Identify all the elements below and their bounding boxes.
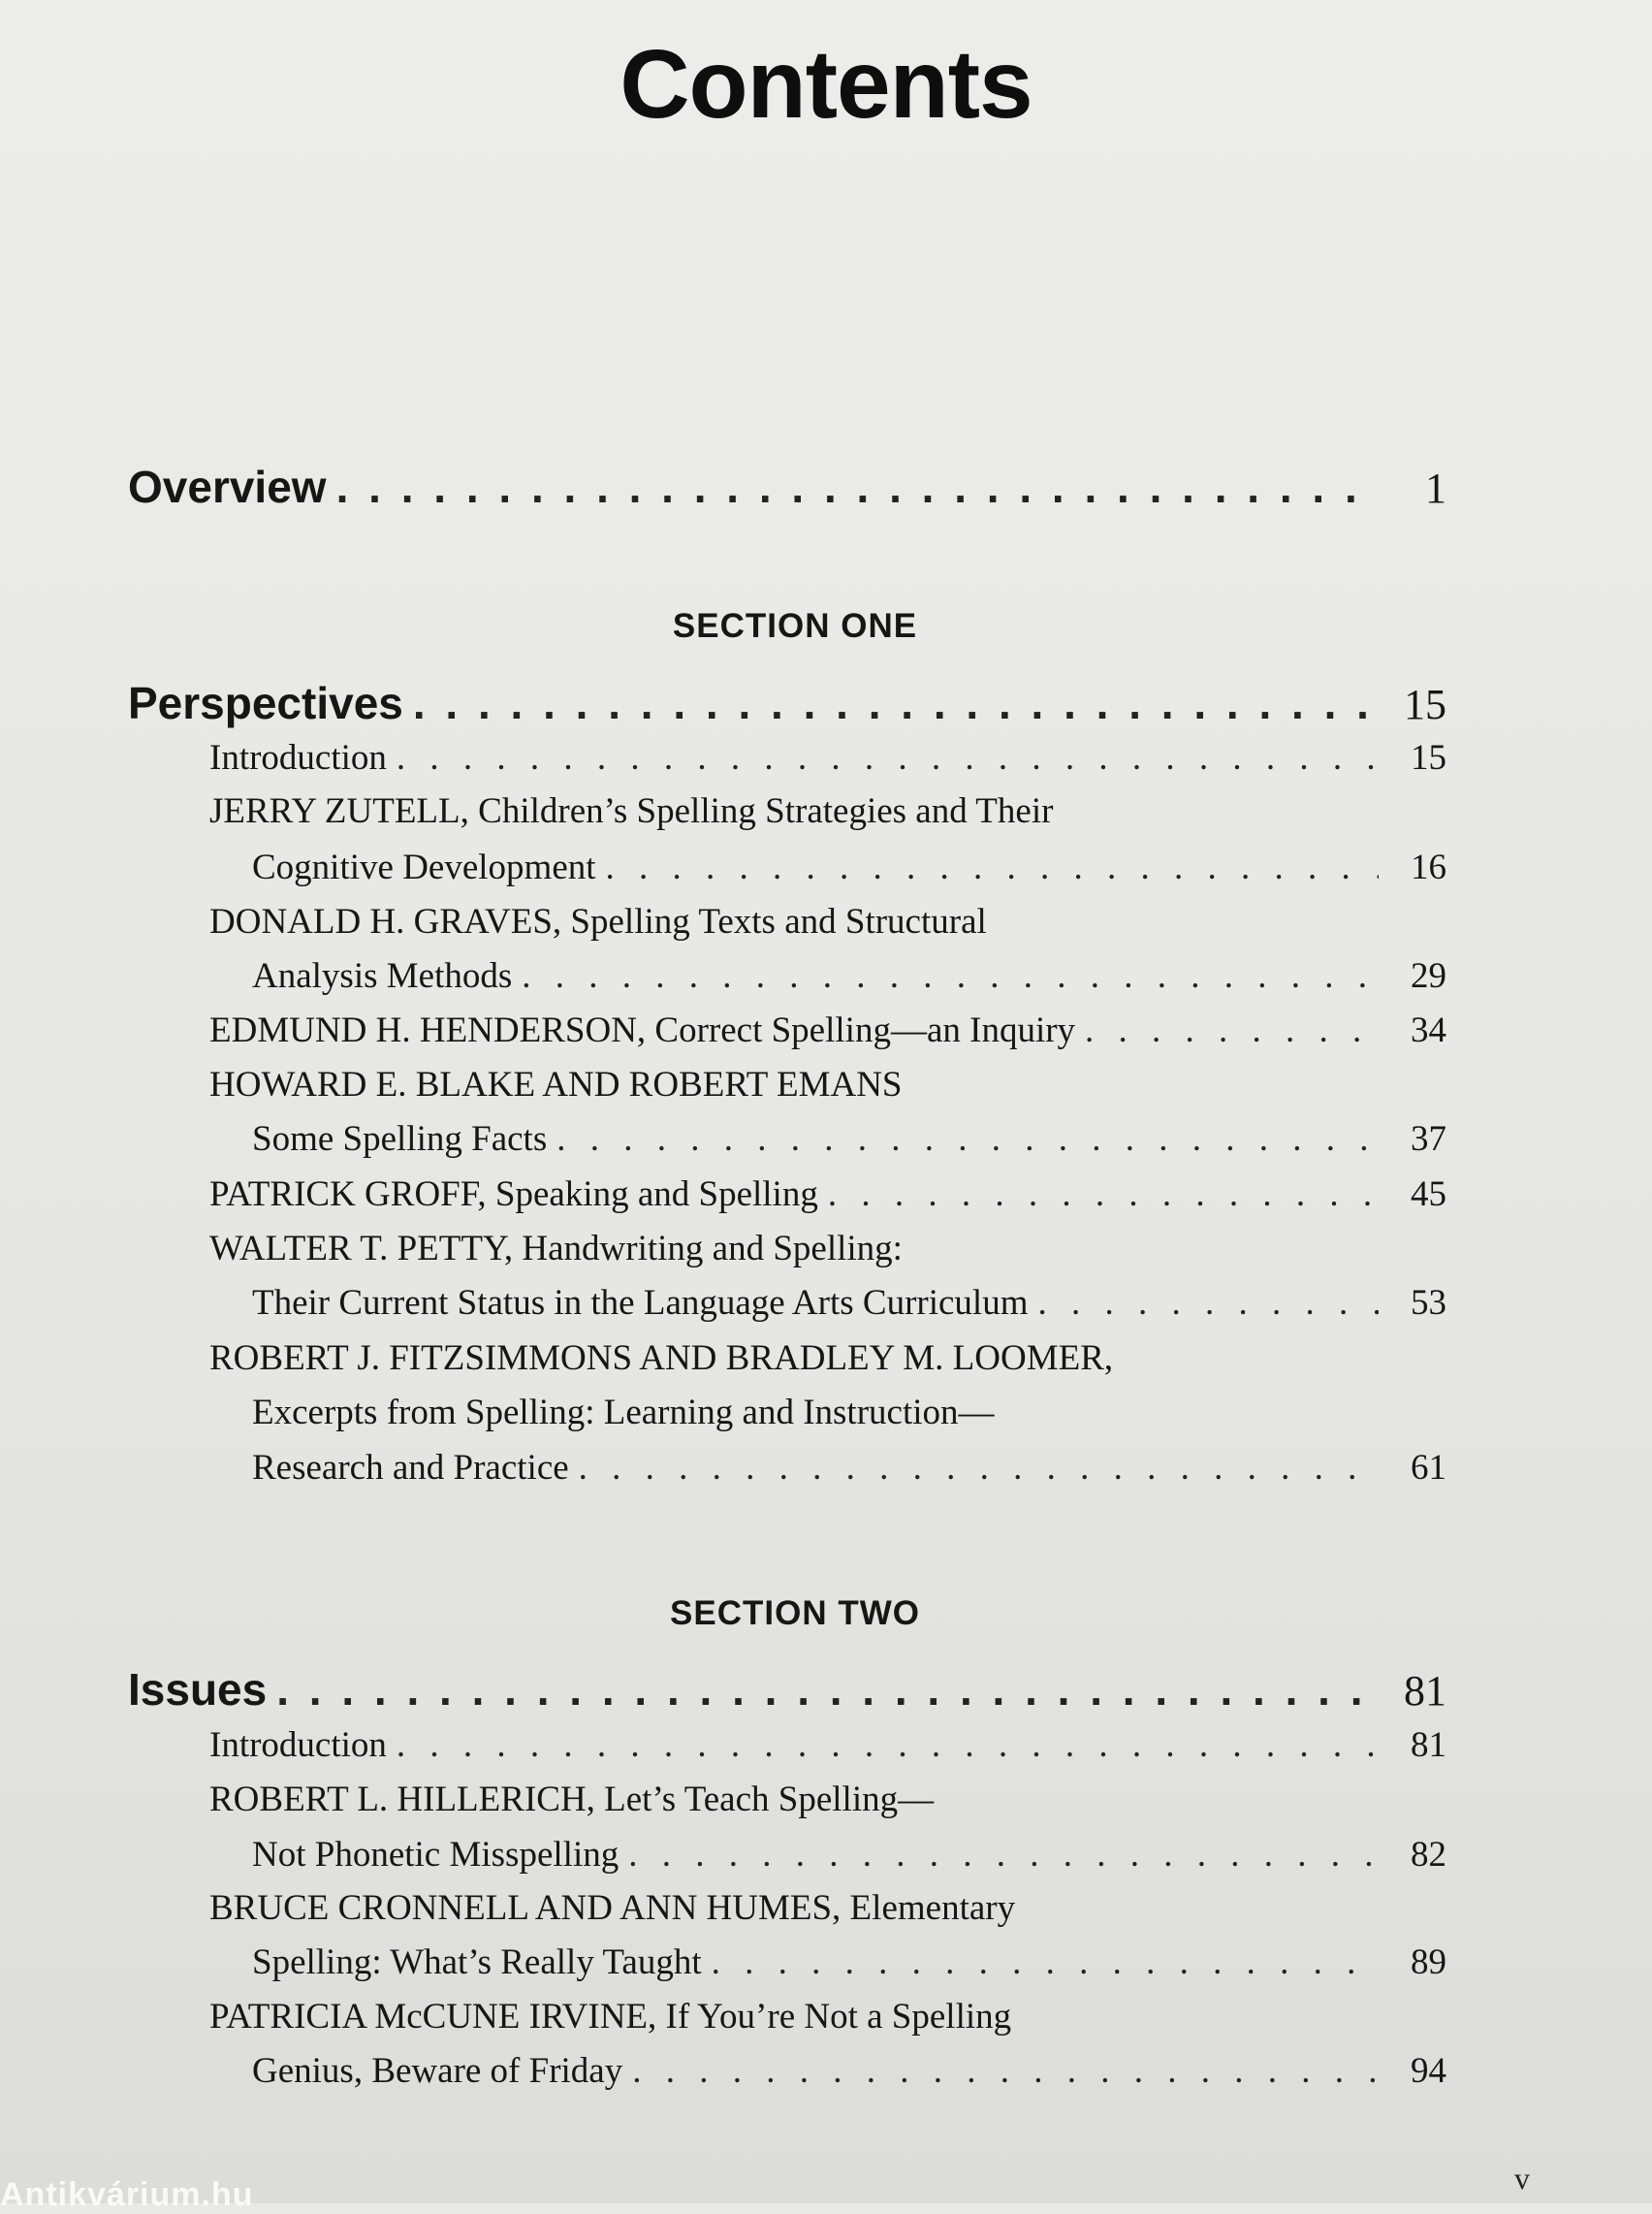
entry-title: Introduction (209, 1725, 387, 1765)
entry-page: 53 (1411, 1283, 1446, 1323)
entry-page: 16 (1411, 848, 1446, 887)
entry-page: 15 (1411, 738, 1446, 778)
dot-leader (397, 737, 1379, 779)
section-two-heading: SECTION TWO (670, 1594, 920, 1632)
part-page: 81 (1404, 1667, 1446, 1715)
toc-entry-line (209, 1887, 1446, 1945)
section-one-heading: SECTION ONE (672, 607, 918, 645)
entry-title: PATRICIA McCUNE IRVINE, If You’re Not a Spelling (209, 1997, 1012, 2037)
toc-entry-line (209, 1064, 1446, 1122)
dot-leader (522, 955, 1379, 997)
entry-title: BRUCE CRONNELL AND ANN HUMES, Elementary (209, 1888, 1016, 1928)
dot-leader (606, 847, 1379, 888)
toc-entry (252, 1118, 1446, 1176)
dot-leader (413, 677, 1379, 729)
entry-title: JERRY ZUTELL, Children’s Spelling Strategies and Their (209, 791, 1054, 831)
entry-page: 81 (1411, 1725, 1446, 1765)
toc-entry (209, 1010, 1446, 1068)
entry-title-cont: Analysis Methods (252, 956, 513, 996)
toc-overview (128, 461, 1446, 519)
page-title: Contents (620, 30, 1032, 139)
part-page: 15 (1404, 681, 1446, 728)
entry-title-cont: Their Current Status in the Language Arts Curriculum (252, 1283, 1029, 1323)
entry-title-cont: Cognitive Development (252, 848, 596, 887)
entry-page: 37 (1411, 1119, 1446, 1159)
toc-entry (252, 1834, 1446, 1892)
toc-entry-line (209, 1779, 1446, 1837)
entry-page: 89 (1411, 1942, 1446, 1982)
entry-page: 82 (1411, 1835, 1446, 1875)
toc-overview-label: Overview (128, 462, 327, 512)
toc-entry-line (209, 1996, 1446, 2054)
toc-entry (209, 1173, 1446, 1232)
dot-leader (336, 461, 1379, 513)
toc-entry (252, 847, 1446, 905)
entry-title: ROBERT J. FITZSIMMONS AND BRADLEY M. LOOMER, (209, 1338, 1114, 1378)
toc-overview-page: 1 (1425, 465, 1446, 512)
entry-title: HOWARD E. BLAKE AND ROBERT EMANS (209, 1065, 903, 1105)
entry-title: Introduction (209, 738, 387, 778)
entry-page: 34 (1411, 1011, 1446, 1050)
toc-part-perspectives (128, 677, 1446, 735)
entry-title: DONALD H. GRAVES, Spelling Texts and Structural (209, 902, 987, 942)
dot-leader (828, 1173, 1379, 1215)
toc-entry (252, 955, 1446, 1013)
entry-title-cont: Genius, Beware of Friday (252, 2051, 623, 2091)
toc-entry (252, 1282, 1446, 1340)
entry-page: 94 (1411, 2051, 1446, 2091)
entry-page: 61 (1411, 1448, 1446, 1488)
toc-entry (252, 1941, 1446, 2000)
part-label: Issues (128, 1664, 268, 1715)
watermark: Antikvárium.hu (0, 2176, 254, 2213)
dot-leader (397, 1724, 1379, 1766)
entry-title-cont: Research and Practice (252, 1448, 569, 1488)
toc-entry (252, 2050, 1446, 2108)
toc-part-issues (128, 1663, 1446, 1721)
dot-leader (276, 1663, 1379, 1716)
dot-leader (712, 1941, 1379, 1983)
dot-leader (628, 1834, 1379, 1876)
toc-entry-line (252, 1392, 1446, 1450)
toc-entry (209, 737, 1446, 795)
dot-leader (632, 2050, 1379, 2092)
dot-leader (1085, 1010, 1379, 1051)
part-label: Perspectives (128, 678, 403, 728)
entry-title: PATRICK GROFF, Speaking and Spelling (209, 1174, 818, 1214)
dot-leader (556, 1118, 1379, 1160)
page-number: v (1514, 2161, 1530, 2196)
toc-entry (252, 1447, 1446, 1505)
toc-entry-line (209, 1228, 1446, 1286)
entry-title-cont: Excerpts from Spelling: Learning and Instruction— (252, 1393, 995, 1432)
entry-title: EDMUND H. HENDERSON, Correct Spelling—an Inquiry (209, 1011, 1076, 1050)
entry-page: 45 (1411, 1174, 1446, 1214)
dot-leader (1037, 1282, 1379, 1324)
entry-title-cont: Spelling: What’s Really Taught (252, 1942, 702, 1982)
entry-title-cont: Some Spelling Facts (252, 1119, 548, 1159)
toc-entry-line (209, 790, 1446, 849)
entry-title: WALTER T. PETTY, Handwriting and Spelling: (209, 1229, 903, 1268)
entry-title: ROBERT L. HILLERICH, Let’s Teach Spelling— (209, 1780, 935, 1819)
entry-page: 29 (1411, 956, 1446, 996)
entry-title-cont: Not Phonetic Misspelling (252, 1835, 620, 1875)
toc-entry-line (209, 1337, 1446, 1396)
toc-entry-line (209, 901, 1446, 959)
toc-entry (209, 1724, 1446, 1782)
dot-leader (579, 1447, 1379, 1489)
